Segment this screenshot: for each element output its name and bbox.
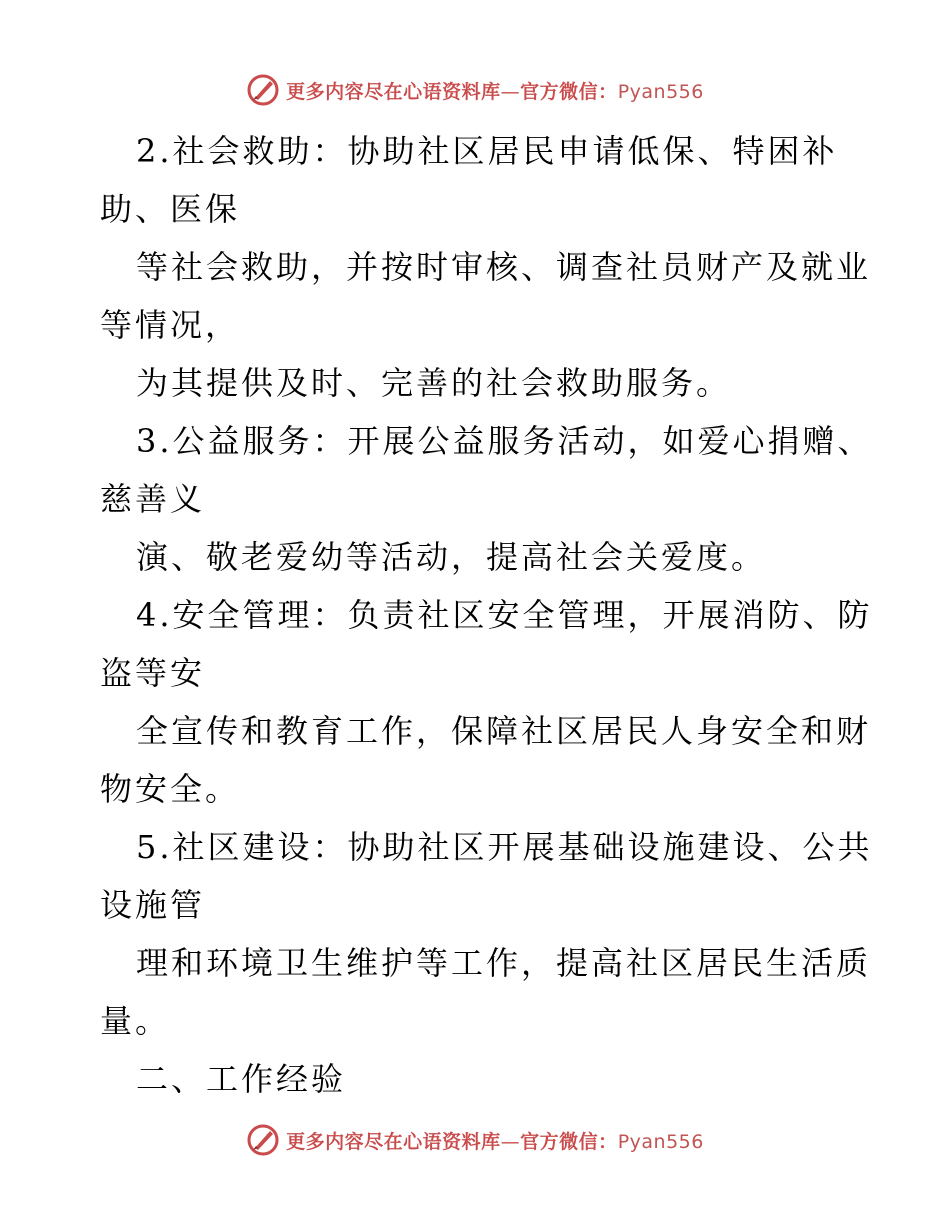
text-line: 慈善义 <box>100 480 206 518</box>
watermark-wechat-id: Pyan556 <box>617 1130 704 1153</box>
text-line: 5.社区建设：协助社区开展基础设施建设、公共 <box>136 828 873 866</box>
text-line: 4.安全管理：负责社区安全管理，开展消防、防 <box>136 596 873 634</box>
text-line: 物安全。 <box>100 770 241 808</box>
watermark-wechat-id: Pyan556 <box>617 80 704 103</box>
watermark-brand: 更多内容尽在心语资料库 <box>286 1130 501 1153</box>
text-line: 二、工作经验 <box>136 1060 347 1098</box>
watermark-brand: 更多内容尽在心语资料库 <box>286 80 501 103</box>
quill-pen-icon <box>246 1123 280 1157</box>
text-line: 理和环境卫生维护等工作，提高社区居民生活质 <box>136 944 872 982</box>
text-line: 助、医保 <box>100 190 241 228</box>
text-line: 2.社会救助：协助社区居民申请低保、特困补 <box>136 132 838 170</box>
text-line: 为其提供及时、完善的社会救助服务。 <box>136 364 732 402</box>
watermark-dash: — <box>500 1130 521 1153</box>
text-line: 量。 <box>100 1002 171 1040</box>
text-line: 等情况， <box>100 306 241 344</box>
quill-pen-icon <box>246 73 280 107</box>
text-line: 全宣传和教育工作，保障社区居民人身安全和财 <box>136 712 872 750</box>
text-line: 等社会救助，并按时审核、调查社员财产及就业 <box>136 248 872 286</box>
text-line: 演、敬老爱幼等活动，提高社会关爱度。 <box>136 538 767 576</box>
footer-watermark <box>0 1120 950 1160</box>
watermark-wechat-label: 官方微信： <box>520 1130 618 1153</box>
watermark-dash: — <box>500 80 521 103</box>
header-watermark <box>0 70 950 110</box>
text-line: 设施管 <box>100 886 206 924</box>
text-line: 盗等安 <box>100 654 206 692</box>
document-body <box>100 122 873 1108</box>
text-line: 3.公益服务：开展公益服务活动，如爱心捐赠、 <box>136 422 873 460</box>
watermark-wechat-label: 官方微信： <box>520 80 618 103</box>
